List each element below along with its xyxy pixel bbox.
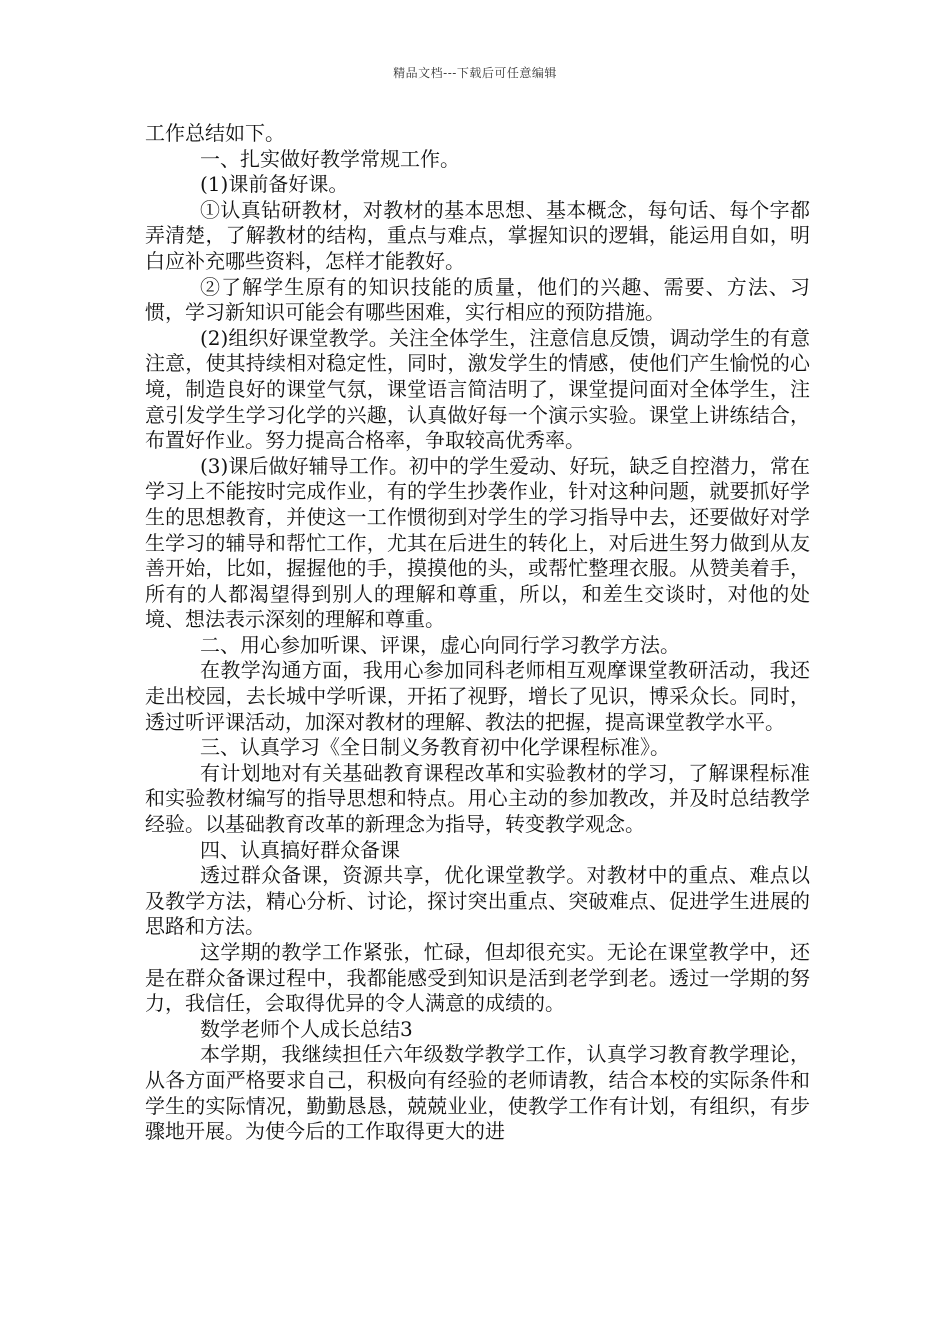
section-heading: 四、认真搞好群众备课 [200,837,400,862]
section-heading: 二、用心参加听课、评课，虚心向同行学习教学方法。 [200,632,680,657]
paragraph: ①认真钻研教材，对教材的基本思想、基本概念，每句话、每个字都弄清楚，了解教材的结构，重点与难点，掌握知识的逻辑，能运用自如，明白应补充哪些资料，怎样才能教好。 [145,197,810,273]
paragraph: 这学期的教学工作紧张，忙碌，但却很充实。无论在课堂教学中，还是在群众备课过程中，我都能感受到知识是活到老学到老。透过一学期的努力，我信任，会取得优异的令人满意的成绩的。 [145,940,810,1016]
paragraph: 本学期，我继续担任六年级数学教学工作，认真学习教育教学理论，从各方面严格要求自己，积极向有经验的老师请教，结合本校的实际条件和学生的实际情况，勤勤恳恳，兢兢业业，使教学工作有计划，有组织，有步骤地开展。为使今后的工作取得更大的进 [145,1042,810,1144]
page-header: 精品文档---下载后可任意编辑 [393,66,557,80]
article-title: 数学老师个人成长总结3 [200,1016,413,1041]
paragraph: 工作总结如下。 [145,121,285,145]
paragraph: (2)组织好课堂教学。关注全体学生，注意信息反馈，调动学生的有意注意，使其持续相对稳定性，同时，激发学生的情感，使他们产生愉悦的心境，制造良好的课堂气氛，课堂语言简洁明了，课堂提问面对全体学生，注意引发学生学习化学的兴趣，认真做好每一个演示实验。课堂上讲练结合，布置好作业。努力提高合格率，争取较高优秀率。 [145,325,810,453]
document-body [145,121,810,1145]
paragraph: (3)课后做好辅导工作。初中的学生爱动、好玩，缺乏自控潜力，常在学习上不能按时完成作业，有的学生抄袭作业，针对这种问题，就要抓好学生的思想教育，并使这一工作惯彻到对学生的学习指导中去，还要做好对学生学习的辅导和帮忙工作，尤其在后进生的转化上，对后进生努力做到从友善开始，比如，握握他的手，摸摸他的头，或帮忙整理衣服。从赞美着手，所有的人都渴望得到别人的理解和尊重，所以，和差生交谈时，对他的处境、想法表示深刻的理解和尊重。 [145,453,810,632]
paragraph: 透过群众备课，资源共享，优化课堂教学。对教材中的重点、难点以及教学方法，精心分析、讨论，探讨突出重点、突破难点、促进学生进展的思路和方法。 [145,863,810,939]
paragraph: ②了解学生原有的知识技能的质量，他们的兴趣、需要、方法、习惯，学习新知识可能会有哪些困难，实行相应的预防措施。 [145,274,810,325]
section-heading: 一、扎实做好教学常规工作。 [200,146,460,171]
section-heading: 三、认真学习《全日制义务教育初中化学课程标准》。 [200,735,670,760]
sub-heading: (1)课前备好课。 [200,172,349,197]
paragraph: 在教学沟通方面，我用心参加同科老师相互观摩课堂教研活动，我还走出校园，去长城中学听课，开拓了视野，增长了见识，博采众长。同时，透过听评课活动，加深对教材的理解、教法的把握，提高课堂教学水平。 [145,658,810,734]
paragraph: 有计划地对有关基础教育课程改革和实验教材的学习，了解课程标准和实验教材编写的指导思想和特点。用心主动的参加教改，并及时总结教学经验。以基础教育改革的新理念为指导，转变教学观念。 [145,760,810,837]
